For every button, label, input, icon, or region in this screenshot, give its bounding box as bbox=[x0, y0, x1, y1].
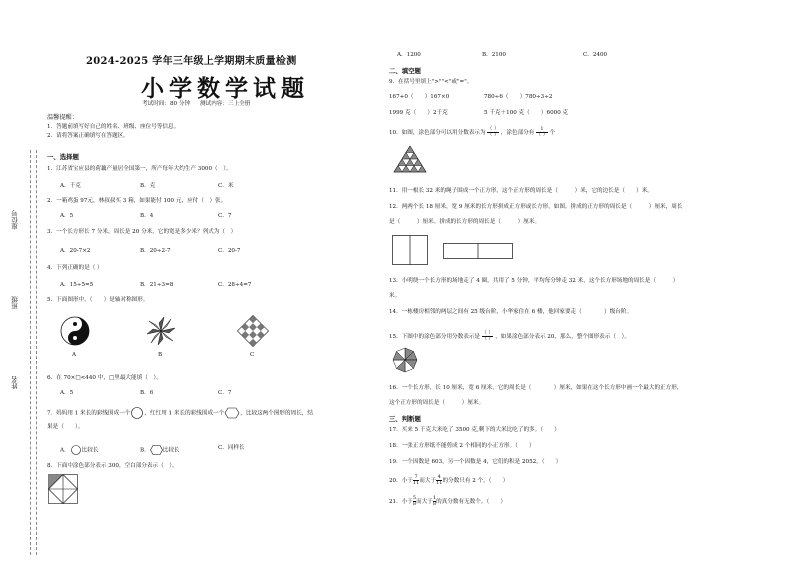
q21-num2: 1 bbox=[432, 495, 437, 501]
q20-den2: 11 bbox=[436, 480, 443, 486]
q21-text bbox=[389, 496, 506, 507]
seat-label: 座位号 bbox=[11, 210, 19, 230]
q4-option-a: A．15÷5=5 bbox=[60, 282, 94, 288]
q1-option-c: C．米 bbox=[218, 183, 234, 189]
q10-text-b: ，涂色部分有 bbox=[500, 130, 535, 136]
q20-text-b: 而大于 bbox=[419, 478, 437, 484]
q7-b-suffix: 比较长 bbox=[162, 447, 180, 454]
q14-text: 14．一栋楼房相邻的两层之间有 25 级台阶，小华家住在 6 楼，他回家要走（ ）级台阶。 bbox=[389, 309, 633, 315]
q20-text-a: 20．小于 bbox=[389, 478, 413, 484]
q12-line-1: 12．两两个长 18 厘米，宽 9 厘米的长方形拼成正方形或长方形，如图。拼成的正方形的周长是（ ）厘米，周长 bbox=[389, 204, 683, 210]
q10-unit-den: （ ） bbox=[536, 132, 548, 138]
hexagon-shape-icon bbox=[224, 407, 240, 419]
yin-yang-figure bbox=[60, 316, 90, 346]
q4-option-b: B．21÷3=8 bbox=[140, 282, 174, 288]
q18-text: 18．一张正方形纸不能剪成 2 个相同的小正方形。（ ） bbox=[389, 443, 535, 449]
q12-rectangle-figure bbox=[443, 243, 513, 259]
q5-label-a: A bbox=[72, 352, 77, 358]
q1-option-a: A．千克 bbox=[60, 183, 81, 189]
q6-option-c: C．7 bbox=[218, 390, 232, 396]
q10-text-a: 10．如图，涂色部分可以用分数表示为 bbox=[389, 130, 486, 136]
section-2-title: 二、填空题 bbox=[389, 67, 421, 75]
q5-text: 5．下面图形中，（ ）是轴对称图形。 bbox=[47, 297, 149, 303]
q20-num2: 4 bbox=[437, 474, 441, 480]
q3-option-c: C．20-7 bbox=[218, 248, 241, 254]
q7-line-2: 果是（ ）。 bbox=[47, 424, 84, 430]
q17-text: 17．买来 5 千克大米吃了 3500 克,剩下的大米比吃了的多。（ ） bbox=[389, 427, 560, 433]
q8-option-b: B．2100 bbox=[482, 52, 506, 58]
q10-frac-den: （ ） bbox=[487, 132, 499, 138]
q2-text: 2．一箱鸡蛋 97元，林叔叔买 3 箱，如果能付 100 元，应付（ ）张。 bbox=[47, 198, 227, 204]
q5-label-b: B bbox=[158, 352, 163, 358]
q7-text-a: 7．妈妈用 1 米长的彩线围成一个 bbox=[47, 410, 131, 417]
section-1-title: 一、选择题 bbox=[47, 153, 79, 161]
q9-text: 9．在括号里填上">""<"或"="。 bbox=[389, 79, 473, 85]
checker-diamond-figure bbox=[235, 313, 271, 349]
q7-option-c: C．同样长 bbox=[218, 445, 245, 451]
q8-option-c: C．2400 bbox=[583, 52, 608, 58]
q12-square-figure bbox=[392, 235, 428, 265]
exam-title: 2024-2025 学年三年级上学期期末质量检测 bbox=[86, 56, 297, 67]
q11-text: 11．用一根长 32 米的绳子围成一个正方形，这个正方形的周长是（ ）米，它的边长是（ ）米。 bbox=[389, 188, 653, 194]
q3-option-b: B．20÷2-7 bbox=[140, 248, 171, 254]
q8-grid-figure bbox=[48, 474, 78, 504]
q1-option-b: B．克 bbox=[140, 183, 156, 189]
q13-line-2: 米。 bbox=[389, 293, 401, 299]
q7-a-suffix: 比较长 bbox=[81, 447, 99, 454]
q4-option-c: C．28÷4=7 bbox=[218, 282, 252, 288]
q2-option-c: C．7 bbox=[218, 213, 232, 219]
q10-text-c: 个 bbox=[549, 130, 556, 136]
q9-row2-a: 1999 克（ ）2千克 bbox=[389, 110, 448, 116]
q10-unit-num: 1 bbox=[540, 126, 544, 132]
q15-text-b: ，如果涂色部分表示 20，那么，整个图形表示（ ）。 bbox=[495, 334, 630, 340]
notice-heading: 温馨提醒： bbox=[47, 114, 78, 121]
hexagon-small-icon bbox=[150, 445, 163, 455]
exam-subtitle: 小学数学试题 bbox=[141, 76, 309, 102]
q9-row1-a: 167+0（ ）167×0 bbox=[389, 94, 450, 100]
class-label: 班级 bbox=[11, 296, 19, 309]
q10-fraction-unit bbox=[536, 127, 548, 138]
notice-line-1: 1．答题前填写好自己的姓名、班级、座位号等信息。 bbox=[47, 124, 180, 130]
binding-line-inner bbox=[30, 150, 31, 555]
q2-option-a: A．5 bbox=[60, 213, 74, 219]
exam-scope: 测试内容：三上全册 bbox=[200, 101, 251, 107]
pinwheel-figure bbox=[143, 313, 179, 349]
q5-label-c: C bbox=[250, 352, 255, 358]
q13-line-1: 13．小明绕一个长方形的场地走了 4 圈，共用了 5 分钟，平均每分钟走 32 米，这个长方形场地的周长是（ ） bbox=[389, 278, 679, 284]
q21-text-b: 而大于 bbox=[416, 499, 433, 505]
q3-option-a: A．20-7×2 bbox=[60, 248, 91, 254]
q7-option-b bbox=[140, 445, 180, 455]
q21-den2: 8 bbox=[432, 501, 437, 507]
q20-den1: 11 bbox=[412, 480, 420, 486]
q15-octagon-figure bbox=[392, 347, 418, 373]
q3-text: 3．一个长方形长 7 分米，周长是 20 分米，它的宽是多少米？列式为（ ） bbox=[47, 229, 237, 235]
q9-row2-b: 5 千克＋100 克（ ）6000 克 bbox=[484, 110, 569, 116]
q9-row1-b: 780÷6（ ）780÷3÷2 bbox=[484, 94, 553, 100]
q21-text-c: 的真分数有无数个。（ ） bbox=[436, 499, 506, 505]
q10-frac-num: （ ） bbox=[487, 126, 499, 132]
q20-text bbox=[389, 475, 508, 486]
q21-text-a: 21．小于 bbox=[389, 499, 413, 505]
q21-den1: 8 bbox=[412, 501, 417, 507]
q16-line-2: 这个正方形的周长是（ ）厘米。 bbox=[389, 400, 485, 406]
q8-text: 8．下面中涂色部分表示 300，空白部分表示（ ）。 bbox=[47, 463, 178, 469]
circle-shape-icon bbox=[130, 407, 144, 419]
q6-text: 6．在 70×□<440 中，□里最大能填（ ）。 bbox=[47, 375, 162, 381]
q7-a-prefix: A． bbox=[60, 447, 70, 454]
q15-frac-den: （ ） bbox=[481, 336, 494, 342]
name-label: 姓名 bbox=[11, 376, 19, 389]
q2-option-b: B．4 bbox=[140, 213, 154, 219]
circle-small-icon bbox=[70, 445, 82, 455]
q16-line-1: 16．一个长方形，长 10 厘米，宽 6 厘米，它的周长是（ ）厘米，如果在这个长方形中画一个最大的正方形， bbox=[389, 385, 683, 391]
q1-text: 1．江苏省宝应县的荷藕产量居全国第一，所产每年大约生产 3000（ ）。 bbox=[47, 166, 232, 172]
q8-option-a: A．1200 bbox=[397, 52, 421, 58]
q15-frac-num: （ ） bbox=[481, 330, 494, 336]
q6-option-a: A．5 bbox=[60, 390, 74, 396]
notice-line-2: 2．请将答案正确填写在答题区。 bbox=[47, 133, 129, 139]
binding-line-left bbox=[36, 150, 37, 555]
q15-fraction-blank bbox=[482, 331, 494, 342]
exam-time: 考试时间：80 分钟 bbox=[142, 101, 191, 107]
section-3-title: 三、判断题 bbox=[389, 415, 421, 423]
q19-text: 19．一个因数是 603，另一个因数是 4，它们的积是 2052。（ ） bbox=[389, 459, 562, 465]
q7-line-1 bbox=[47, 407, 313, 419]
q7-text-b: ，红红用 1 米长的彩线围成一个 bbox=[144, 410, 225, 417]
q12-line-2: 是（ ）厘米。拼成的长方形的周长是（ ）厘米。 bbox=[389, 219, 541, 225]
q15-text bbox=[389, 331, 630, 342]
q7-b-prefix: B． bbox=[140, 447, 150, 454]
q7-option-a bbox=[60, 445, 98, 455]
q10-triangle-figure bbox=[393, 145, 427, 173]
q7-text-c: ，比较这两个图形的周长，结 bbox=[240, 410, 313, 417]
q20-num1: 7 bbox=[414, 474, 418, 480]
q21-num1: 5 bbox=[412, 495, 417, 501]
q10-text bbox=[389, 127, 555, 138]
q6-option-b: B．6 bbox=[140, 390, 154, 396]
q4-text: 4．下列正确的是（ ） bbox=[47, 265, 103, 271]
q10-fraction-blank bbox=[487, 127, 499, 138]
q20-text-c: 的分数只有 2 个。（ ） bbox=[442, 478, 509, 484]
q15-text-a: 15．下图中的涂色部分用分数表示是 bbox=[389, 334, 481, 340]
